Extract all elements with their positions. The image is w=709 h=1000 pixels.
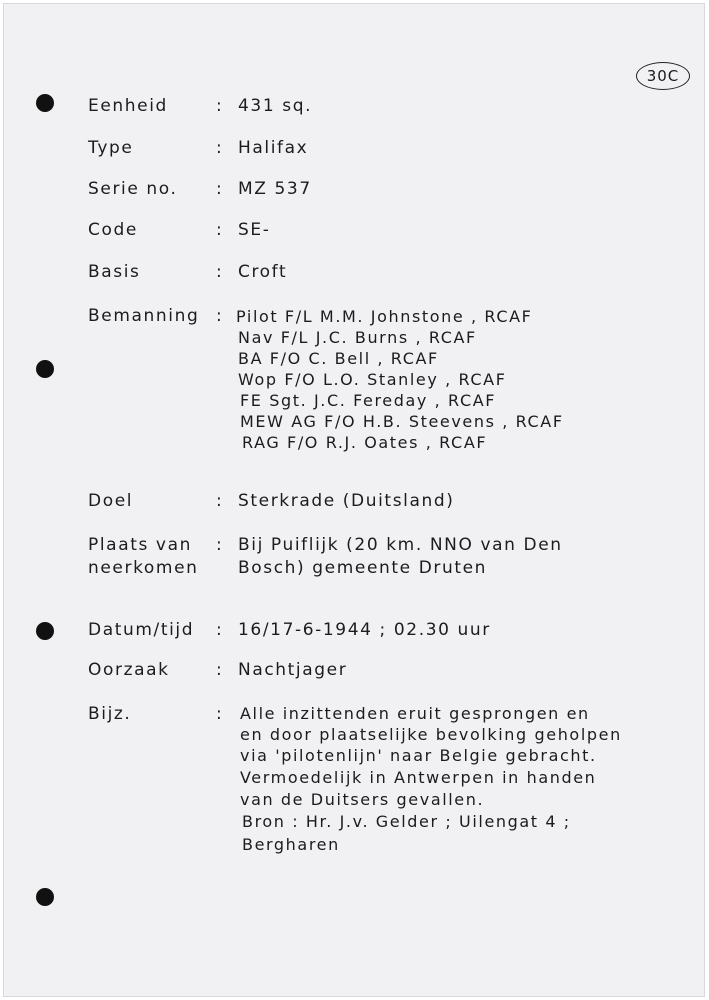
- field-value-oorzaak: Nachtjager: [238, 660, 348, 680]
- field-colon: :: [216, 262, 224, 282]
- field-label-plaats: Plaats van: [88, 535, 192, 555]
- field-value-basis: Croft: [238, 262, 288, 282]
- field-label-plaats-cont: neerkomen: [88, 558, 199, 578]
- field-colon: :: [216, 138, 224, 158]
- field-colon: :: [216, 179, 224, 199]
- field-value-code: SE-: [238, 220, 271, 240]
- crew-line: MEW AG F/O H.B. Steevens , RCAF: [240, 412, 564, 431]
- field-label-serie: Serie no.: [88, 179, 178, 199]
- field-colon: :: [216, 96, 224, 116]
- field-value-doel: Sterkrade (Duitsland): [238, 491, 455, 511]
- crew-line: Nav F/L J.C. Burns , RCAF: [238, 328, 477, 347]
- crew-line: Wop F/O L.O. Stanley , RCAF: [238, 370, 507, 389]
- field-label-doel: Doel: [88, 491, 134, 511]
- note-line: en door plaatselijke bevolking geholpen: [240, 725, 622, 744]
- field-value-eenheid: 431 sq.: [238, 96, 313, 116]
- field-label-code: Code: [88, 220, 138, 240]
- page-number: 30C: [636, 62, 690, 90]
- field-label-bemanning: Bemanning: [88, 306, 200, 326]
- field-colon: :: [216, 491, 224, 511]
- note-line: via 'pilotenlijn' naar Belgie gebracht.: [240, 746, 597, 765]
- field-value-plaats: Bij Puiflijk (20 km. NNO van Den: [238, 535, 563, 555]
- field-label-datum: Datum/tijd: [88, 620, 195, 640]
- document-page: [4, 4, 704, 996]
- field-colon: :: [216, 704, 224, 724]
- field-colon: :: [216, 535, 224, 555]
- note-line: van de Duitsers gevallen.: [240, 790, 485, 809]
- note-line: Bron : Hr. J.v. Gelder ; Uilengat 4 ;: [242, 812, 571, 831]
- field-label-basis: Basis: [88, 262, 141, 282]
- field-value-serie: MZ 537: [238, 179, 312, 199]
- field-colon: :: [216, 620, 224, 640]
- field-label-type: Type: [88, 138, 134, 158]
- note-line: Alle inzittenden eruit gesprongen en: [240, 704, 590, 723]
- punch-hole: [36, 888, 54, 906]
- field-colon: :: [216, 306, 224, 326]
- crew-line: Pilot F/L M.M. Johnstone , RCAF: [236, 307, 533, 326]
- punch-hole: [36, 94, 54, 112]
- punch-hole: [36, 622, 54, 640]
- field-label-eenheid: Eenheid: [88, 96, 168, 116]
- field-value-plaats-cont: Bosch) gemeente Druten: [238, 558, 488, 578]
- field-colon: :: [216, 220, 224, 240]
- field-value-type: Halifax: [238, 138, 309, 158]
- crew-line: RAG F/O R.J. Oates , RCAF: [242, 433, 488, 452]
- field-label-bijz: Bijz.: [88, 704, 132, 724]
- field-colon: :: [216, 660, 224, 680]
- field-label-oorzaak: Oorzaak: [88, 660, 170, 680]
- crew-line: FE Sgt. J.C. Fereday , RCAF: [240, 391, 497, 410]
- punch-hole: [36, 360, 54, 378]
- note-line: Bergharen: [242, 835, 340, 854]
- field-value-datum: 16/17-6-1944 ; 02.30 uur: [238, 620, 491, 640]
- note-line: Vermoedelijk in Antwerpen in handen: [240, 768, 597, 787]
- crew-line: BA F/O C. Bell , RCAF: [238, 349, 439, 368]
